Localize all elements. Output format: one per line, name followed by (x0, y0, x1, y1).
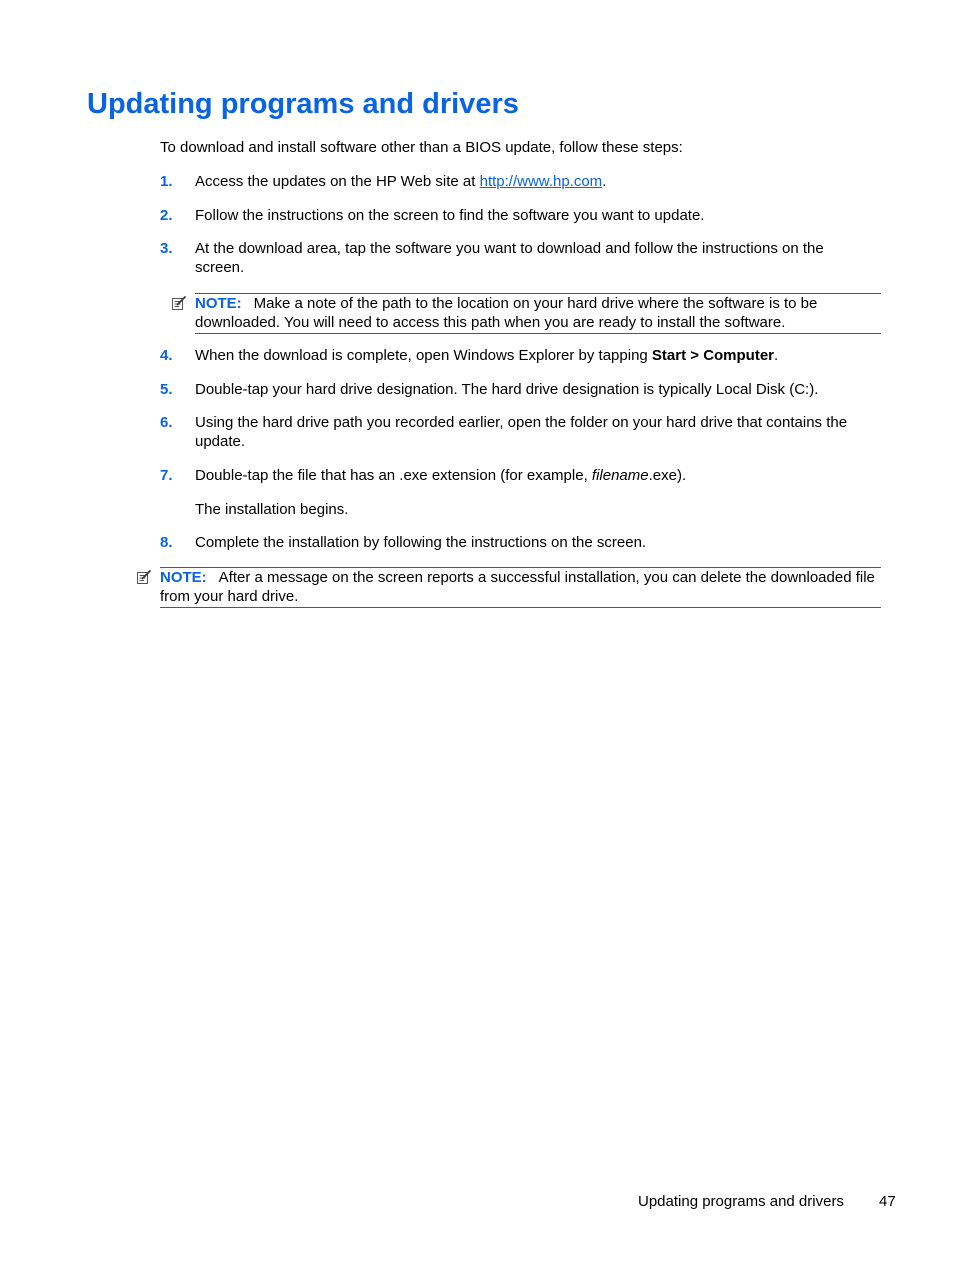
step-text: Complete the installation by following the instructions on the screen. (195, 534, 647, 551)
intro-text: To download and install software other than a BIOS update, follow these steps: (160, 139, 683, 156)
step-text: When the download is complete, open Windows Explorer by tapping Start > Computer. (195, 347, 779, 364)
step-number: 2. (160, 207, 173, 224)
step-number: 8. (160, 534, 173, 551)
step-number: 4. (160, 347, 173, 364)
note-label: NOTE: (195, 295, 242, 312)
note-text: After a message on the screen reports a successful installation, you can delete the downloaded file from your hard drive. (160, 569, 875, 605)
footer-section-title: Updating programs and drivers (638, 1193, 844, 1210)
step-text: Follow the instructions on the screen to find the software you want to update. (195, 207, 705, 224)
step-text: Double-tap the file that has an .exe extension (for example, filename.exe). (195, 467, 687, 484)
hp-website-link[interactable]: http://www.hp.com (479, 173, 603, 190)
page-title: Updating programs and drivers (87, 88, 519, 120)
page-number: 47 (879, 1193, 896, 1210)
step-number: 3. (160, 240, 173, 257)
step-number: 7. (160, 467, 173, 484)
note-label: NOTE: (160, 569, 207, 586)
note-box (160, 567, 881, 608)
step-text: At the download area, tap the software you want to download and follow the instructions on the screen. (195, 240, 824, 276)
step-text: Double-tap your hard drive designation. The hard drive designation is typically Local Disk (C:). (195, 381, 819, 398)
step-result-text: The installation begins. (195, 501, 349, 518)
step-number: 6. (160, 414, 173, 431)
note-pencil-icon (171, 295, 187, 311)
note-text: Make a note of the path to the location on your hard drive where the software is to be downloaded. You will need to access this path when you are ready to install the software. (195, 295, 818, 331)
note-box (195, 293, 881, 334)
note-pencil-icon (136, 569, 152, 585)
step-number: 5. (160, 381, 173, 398)
step-number: 1. (160, 173, 173, 190)
step-text: Using the hard drive path you recorded earlier, open the folder on your hard drive that contains the update. (195, 414, 848, 450)
step-text: Access the updates on the HP Web site at http://www.hp.com. (195, 173, 607, 190)
